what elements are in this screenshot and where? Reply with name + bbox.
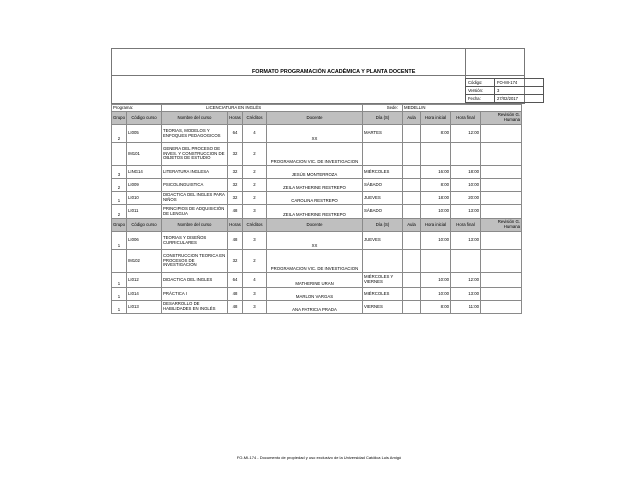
group-cell: 1: [112, 232, 127, 250]
hours-cell: 32: [228, 166, 243, 179]
hours-cell: 48: [228, 288, 243, 301]
group-cell: 3: [112, 166, 127, 179]
review-cell: [481, 273, 522, 288]
review-cell: [481, 192, 522, 205]
end-time-cell: 12:00: [451, 125, 481, 143]
header-horas: Horas: [228, 112, 243, 125]
start-time-cell: 8:00: [421, 179, 451, 192]
table-row: [112, 273, 522, 288]
credits-cell: 4: [243, 125, 267, 143]
end-time-cell: 11:00: [451, 301, 481, 314]
end-time-cell: [451, 143, 481, 166]
group-cell: 2: [112, 125, 127, 143]
credits-cell: 3: [243, 232, 267, 250]
course-name-cell: TEORIAS, MODELOS Y ENFOQUES PEDAGOGICOS: [162, 125, 228, 143]
start-time-cell: 10:00: [421, 205, 451, 219]
program-label: Programa:: [112, 105, 162, 112]
review-cell: [481, 179, 522, 192]
room-cell: [403, 192, 421, 205]
course-name-cell: DIDACTICA DEL INGLES PARA NIÑOS: [162, 192, 228, 205]
credits-cell: 3: [243, 301, 267, 314]
header-hora-inicial: Hora inicial: [421, 219, 451, 232]
start-time-cell: 8:00: [421, 125, 451, 143]
hours-cell: 48: [228, 301, 243, 314]
day-cell: MARTES: [363, 125, 403, 143]
course-name-cell: DIDACTICA DEL INGLES: [162, 273, 228, 288]
program-row: [112, 105, 522, 112]
header-grupo: Grupo: [112, 112, 127, 125]
room-cell: [403, 179, 421, 192]
end-time-cell: 12:00: [451, 273, 481, 288]
course-code-cell: LI006: [127, 232, 162, 250]
group-cell: [112, 143, 127, 166]
teacher-cell: ZEILA MATHERINE RESTREPO: [267, 179, 363, 192]
document-footer: FO-MI-174 - Documento de propiedad y uso exclusivo de la Universidad Católica Luis Amigó: [236, 455, 402, 460]
hours-cell: 32: [228, 179, 243, 192]
doc-date-label: Fecha:: [466, 95, 495, 103]
doc-date-value: 27/02/2017: [495, 95, 544, 103]
header-hora-inicial: Hora inicial: [421, 112, 451, 125]
group-cell: 1: [112, 301, 127, 314]
header-hora-final: Hora final: [451, 219, 481, 232]
credits-cell: 3: [243, 288, 267, 301]
table-row: [112, 143, 522, 166]
course-name-cell: PRINCIPIOS DE ADQUISICIÓN DE LENGUA: [162, 205, 228, 219]
course-code-cell: IM101: [127, 143, 162, 166]
teacher-cell: PROGRAMACION VIC. DE INVESTIGACION: [267, 250, 363, 273]
header-horas: Horas: [228, 219, 243, 232]
teacher-cell: JESÚS MONTERROZA: [267, 166, 363, 179]
teacher-cell: CAROLINA RESTREPO: [267, 192, 363, 205]
header-codigo: Código curso: [127, 219, 162, 232]
header-dia: Día (S): [363, 112, 403, 125]
hours-cell: 32: [228, 250, 243, 273]
review-cell: [481, 301, 522, 314]
start-time-cell: [421, 250, 451, 273]
review-cell: [481, 232, 522, 250]
teacher-cell: MARLON VARGAS: [267, 288, 363, 301]
hours-cell: 64: [228, 125, 243, 143]
course-code-cell: LI010: [127, 192, 162, 205]
day-cell: VIERNES: [363, 301, 403, 314]
table-row: [112, 250, 522, 273]
header-aula: Aula: [403, 219, 421, 232]
teacher-cell: XX: [267, 232, 363, 250]
header-grupo: Grupo: [112, 219, 127, 232]
review-cell: [481, 288, 522, 301]
start-time-cell: 8:00: [421, 301, 451, 314]
start-time-cell: 10:00: [421, 288, 451, 301]
course-code-cell: LING14: [127, 166, 162, 179]
header-codigo: Código curso: [127, 112, 162, 125]
credits-cell: 3: [243, 205, 267, 219]
room-cell: [403, 288, 421, 301]
course-name-cell: CONSTRUCCION TEORICA EN PROCESOS DE INVESTIGACION: [162, 250, 228, 273]
course-code-cell: LI009: [127, 179, 162, 192]
start-time-cell: 10:00: [421, 232, 451, 250]
header-creditos: Créditos: [243, 112, 267, 125]
credits-cell: 2: [243, 192, 267, 205]
hours-cell: 32: [228, 192, 243, 205]
day-cell: JUEVES: [363, 232, 403, 250]
teacher-cell: PROGRAMACION VIC. DE INVESTIGACION: [267, 143, 363, 166]
doc-code-value: FO-MI-174: [495, 79, 544, 87]
course-code-cell: LI014: [127, 288, 162, 301]
header-nombre: Nombre del curso: [162, 219, 228, 232]
end-time-cell: 13:00: [451, 205, 481, 219]
credits-cell: 2: [243, 250, 267, 273]
course-code-cell: LI005: [127, 125, 162, 143]
sede-label: Sede:: [363, 105, 403, 112]
group-cell: 1: [112, 288, 127, 301]
doc-version-label: Versión:: [466, 87, 495, 95]
review-cell: [481, 125, 522, 143]
end-time-cell: 18:00: [451, 166, 481, 179]
end-time-cell: 13:00: [451, 232, 481, 250]
document-title: FORMATO PROGRAMACIÓN ACADÉMICA Y PLANTA DOCENTE: [252, 69, 416, 75]
course-code-cell: IM102: [127, 250, 162, 273]
day-cell: SÁBADO: [363, 205, 403, 219]
room-cell: [403, 301, 421, 314]
header-frame: [111, 48, 525, 104]
table-row: [112, 205, 522, 219]
review-cell: [481, 143, 522, 166]
document-info-table: [465, 78, 544, 103]
course-name-cell: GENERA DEL PROCESO DE INVES. Y CONSTRUCCION DE OBJETOS DE ESTUDIO: [162, 143, 228, 166]
doc-code-label: Código:: [466, 79, 495, 87]
room-cell: [403, 232, 421, 250]
group-cell: [112, 250, 127, 273]
course-name-cell: LITERATURA INGLESA: [162, 166, 228, 179]
day-cell: SÁBADO: [363, 179, 403, 192]
header-hora-final: Hora final: [451, 112, 481, 125]
course-code-cell: LI013: [127, 301, 162, 314]
room-cell: [403, 125, 421, 143]
header-docente: Docente: [267, 112, 363, 125]
start-time-cell: 18:00: [421, 192, 451, 205]
schedule-table: [111, 104, 522, 314]
end-time-cell: 20:00: [451, 192, 481, 205]
room-cell: [403, 205, 421, 219]
credits-cell: 2: [243, 166, 267, 179]
credits-cell: 2: [243, 179, 267, 192]
credits-cell: 4: [243, 273, 267, 288]
header-docente: Docente: [267, 219, 363, 232]
teacher-cell: MATHERINE URAN: [267, 273, 363, 288]
day-cell: [363, 143, 403, 166]
course-name-cell: PSICOLINGUISTICA: [162, 179, 228, 192]
credits-cell: 2: [243, 143, 267, 166]
course-name-cell: DESARROLLO DE HABILIDADES EN INGLÉS: [162, 301, 228, 314]
teacher-cell: ANA PATRICIA PRADA: [267, 301, 363, 314]
room-cell: [403, 166, 421, 179]
table-row: [112, 125, 522, 143]
end-time-cell: 10:00: [451, 179, 481, 192]
table-row: [112, 179, 522, 192]
header-nombre: Nombre del curso: [162, 112, 228, 125]
header-dia: Día (S): [363, 219, 403, 232]
day-cell: MIÉRCOLES Y VIERNES: [363, 273, 403, 288]
day-cell: JUEVES: [363, 192, 403, 205]
room-cell: [403, 250, 421, 273]
room-cell: [403, 273, 421, 288]
hours-cell: 48: [228, 205, 243, 219]
review-cell: [481, 250, 522, 273]
table-row: [112, 288, 522, 301]
room-cell: [403, 143, 421, 166]
group-cell: 1: [112, 192, 127, 205]
day-cell: MIÉRCOLES: [363, 288, 403, 301]
table-row: [112, 301, 522, 314]
teacher-cell: XX: [267, 125, 363, 143]
course-name-cell: PRÁCTICA I: [162, 288, 228, 301]
header-aula: Aula: [403, 112, 421, 125]
hours-cell: 48: [228, 232, 243, 250]
sede-value: MEDELLIN: [403, 105, 522, 112]
group-cell: 2: [112, 179, 127, 192]
start-time-cell: [421, 143, 451, 166]
table-header-row: [112, 219, 522, 232]
hours-cell: 32: [228, 143, 243, 166]
review-cell: [481, 205, 522, 219]
end-time-cell: 13:00: [451, 288, 481, 301]
table-row: [112, 166, 522, 179]
table-header-row: [112, 112, 522, 125]
header-revision: Revisión G. Humana: [481, 219, 522, 232]
course-name-cell: TEORIAS Y DISEÑOS CURRICULARES: [162, 232, 228, 250]
header-creditos: Créditos: [243, 219, 267, 232]
start-time-cell: 16:00: [421, 166, 451, 179]
start-time-cell: 10:00: [421, 273, 451, 288]
review-cell: [481, 166, 522, 179]
hours-cell: 64: [228, 273, 243, 288]
header-revision: Revisión G. Humana: [481, 112, 522, 125]
end-time-cell: [451, 250, 481, 273]
table-row: [112, 192, 522, 205]
teacher-cell: ZEILA MATHERINE RESTREPO: [267, 205, 363, 219]
day-cell: MIÉRCOLES: [363, 166, 403, 179]
program-value: LICENCIATURA EN INGLÉS: [162, 105, 363, 112]
day-cell: [363, 250, 403, 273]
course-code-cell: LI012: [127, 273, 162, 288]
doc-version-value: 3: [495, 87, 544, 95]
group-cell: 1: [112, 273, 127, 288]
group-cell: 2: [112, 205, 127, 219]
table-row: [112, 232, 522, 250]
course-code-cell: LI011: [127, 205, 162, 219]
